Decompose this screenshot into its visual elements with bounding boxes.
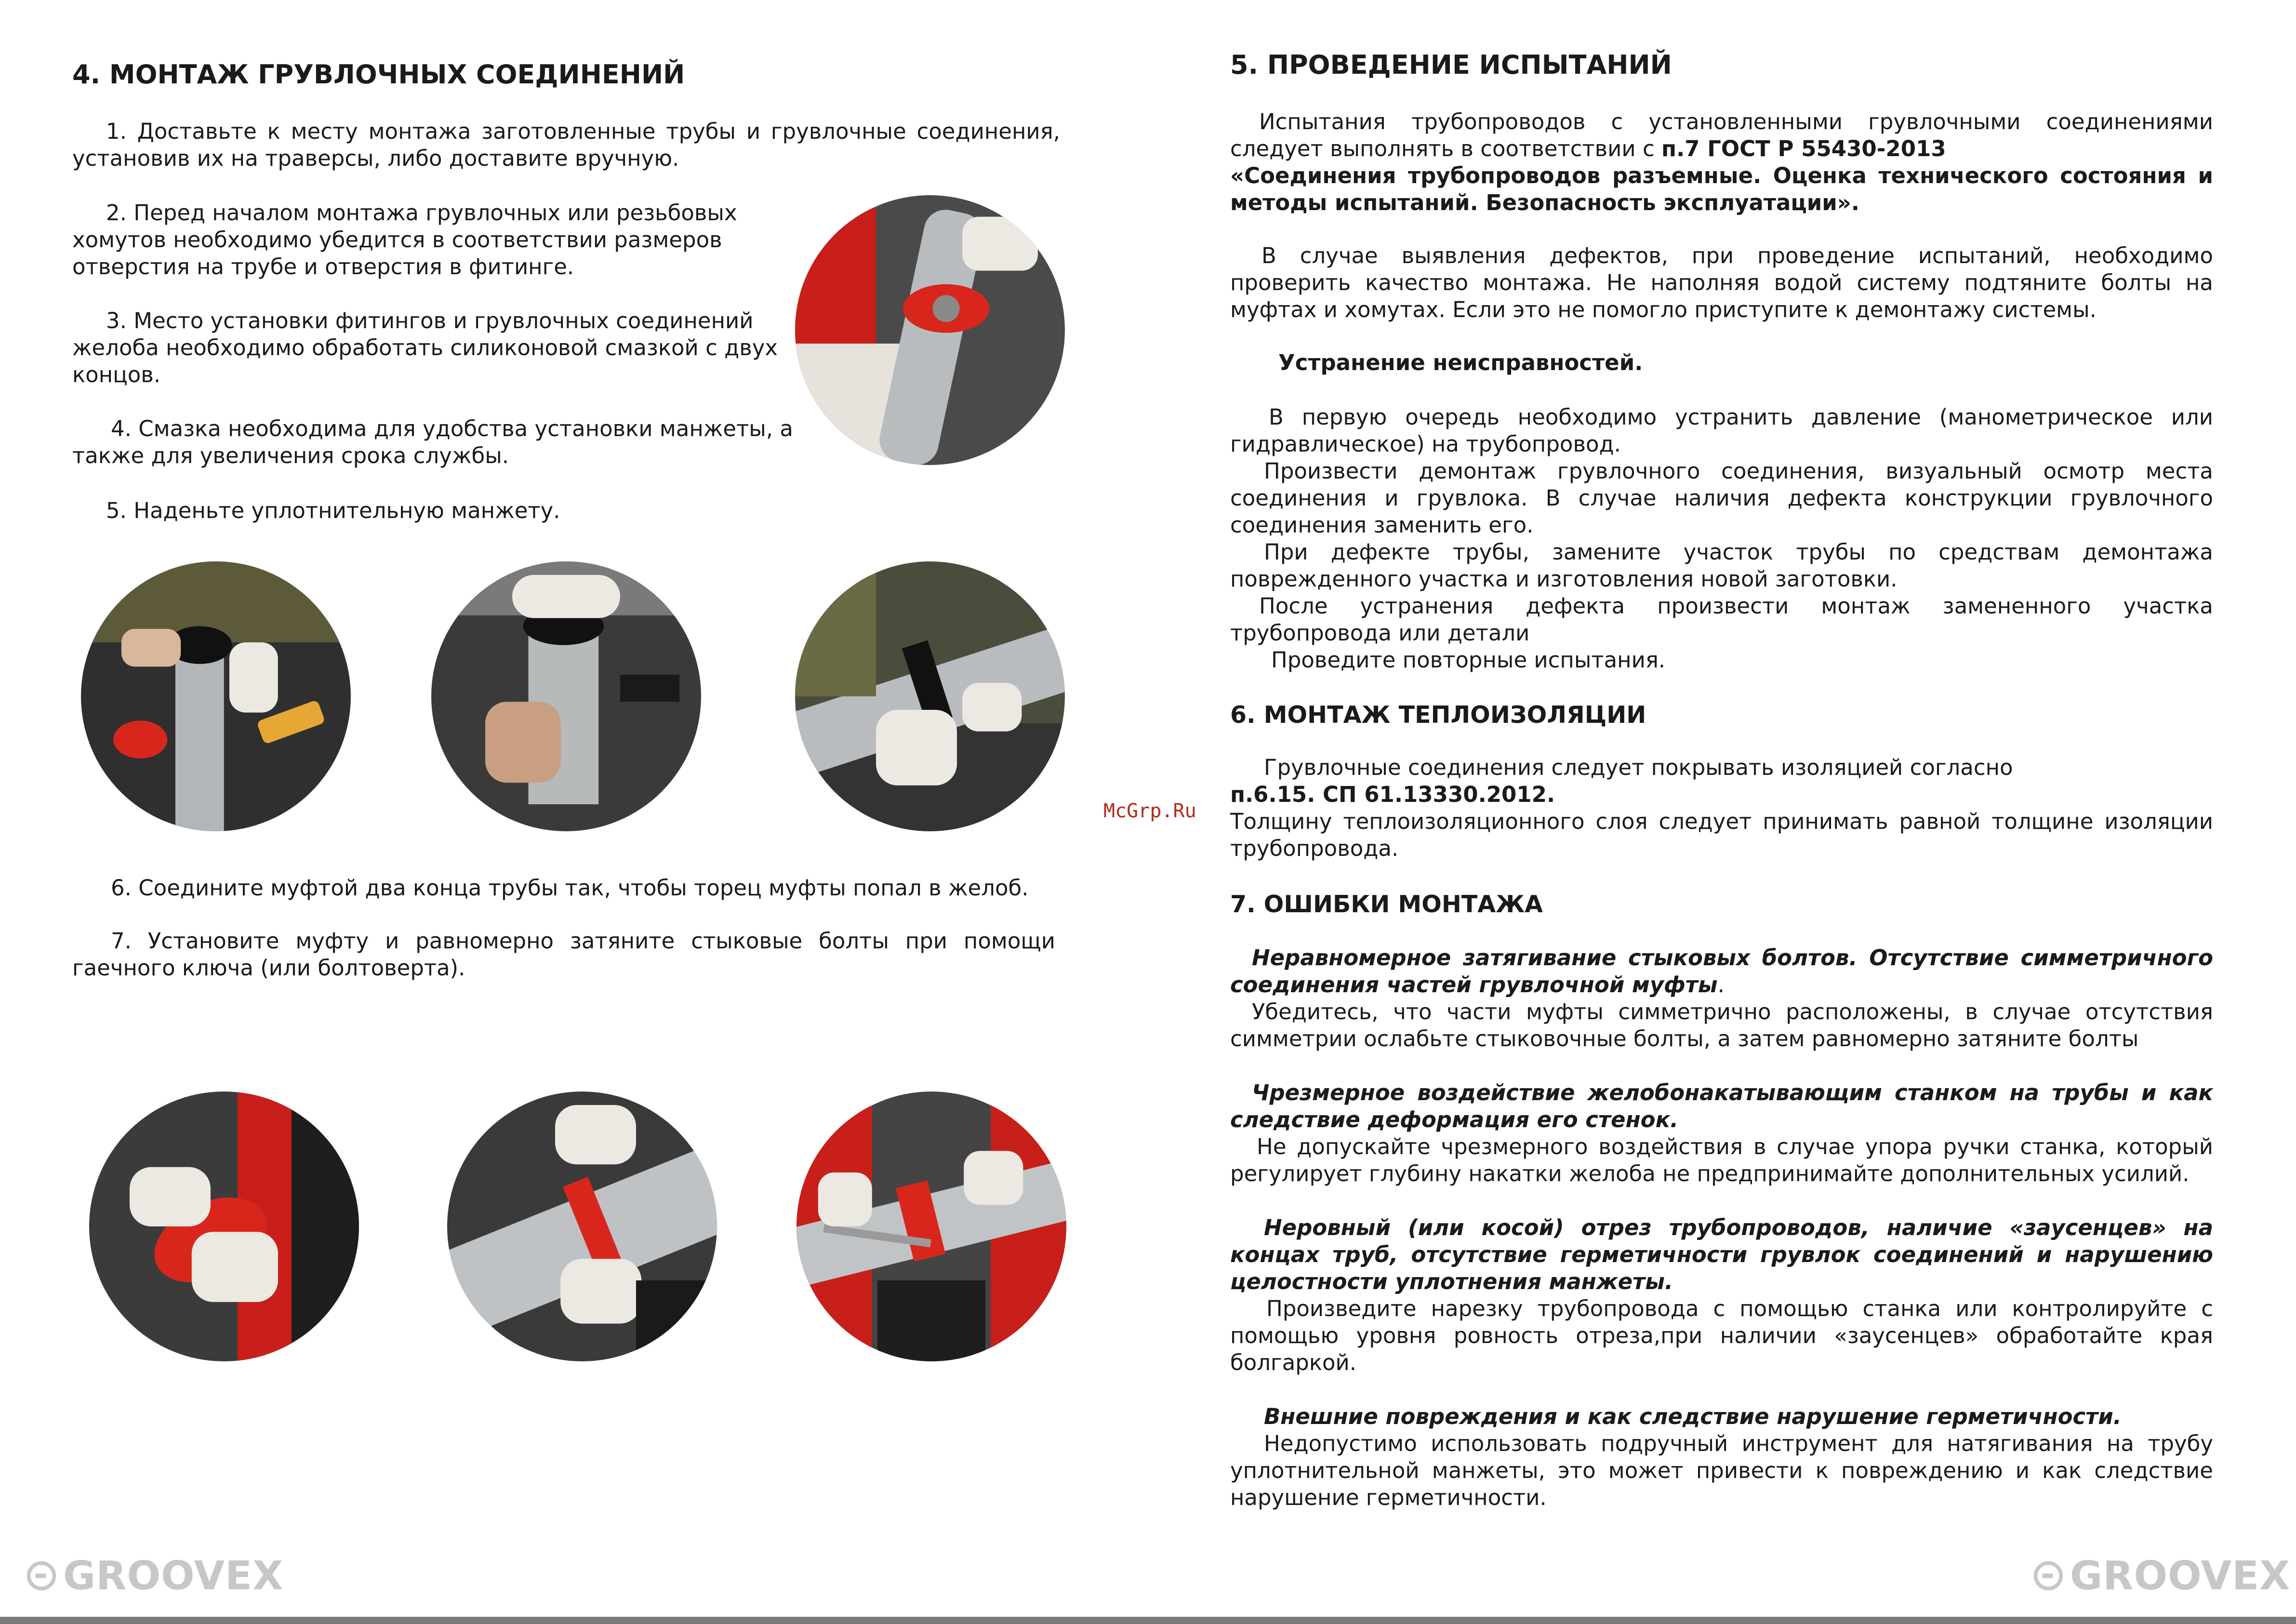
- error-2-title: Чрезмерное воздействие желобонакатывающим станком на трубы и как следствие деформация его стенок.: [1230, 1080, 2213, 1132]
- photo-gasket-on-pipe-end: [795, 561, 1065, 831]
- groovex-logo-right: [2033, 1554, 2290, 1597]
- error-2-text: Не допускайте чрезмерного воздействия в случае упора ручки станка, который регулирует глубину накатки желоба не предпринимайте дополнительных усилий.: [1230, 1134, 2213, 1186]
- error-1-dot: .: [1717, 972, 1725, 998]
- insulation-text: Грувлочные соединения следует покрывать изоляцией согласно: [1264, 755, 2013, 780]
- troubleshooting-step-1: В первую очередь необходимо устранить давление (манометрическое или гидравлическое) на трубопровод.: [1230, 404, 2213, 457]
- step-1: 1. Доставьте к месту монтажа заготовленные трубы и грувлочные соединения, установив их на траверсы, либо доставите вручную.: [72, 119, 1060, 171]
- groovex-logo-left: [27, 1554, 283, 1597]
- logo-text: GROOVEX: [63, 1553, 284, 1599]
- photo-coupling-on-pipe: [447, 1092, 717, 1361]
- intro-text: Испытания трубопроводов с установленными грувлочными соединениями следует выполнять в соответствии с: [1230, 109, 2213, 161]
- troubleshooting-step-4: После устранения дефекта произвести монтаж замененного участка трубопровода или детали: [1230, 593, 2213, 646]
- error-4-text: Недопустимо использовать подручный инструмент для натягивания на трубу уплотнительной манжеты, это может привести к повреждению и как следствие нарушение герметичности.: [1230, 1431, 2213, 1510]
- gost-reference: п.7 ГОСТ Р 55430-2013: [1661, 136, 1946, 161]
- photo-tighten-bolts: [796, 1092, 1066, 1361]
- error-3: [1230, 1214, 2213, 1376]
- error-1: [1230, 945, 2213, 1052]
- error-4-title: Внешние повреждения и как следствие нарушение герметичности.: [1264, 1404, 2122, 1429]
- step-5: 5. Наденьте уплотнительную манжету.: [106, 498, 560, 523]
- photo-coupling-in-hands: [89, 1092, 359, 1361]
- groovex-logo-icon: [27, 1561, 56, 1591]
- logo-text: GROOVEX: [2070, 1553, 2291, 1599]
- error-3-title: Неровный (или косой) отрез трубопроводов, наличие «заусенцев» на концах труб, отсутствие герметичности грувлок соединений и нарушению целостности уплотнения манжеты.: [1230, 1215, 2213, 1294]
- groovex-logo-icon: [2033, 1561, 2063, 1591]
- step-6: 6. Соедините муфтой два конца трубы так, чтобы торец муфты попал в желоб.: [111, 875, 1029, 901]
- section-5-intro: [1230, 108, 2213, 216]
- section-5-title: 5. ПРОВЕДЕНИЕ ИСПЫТАНИЙ: [1230, 50, 1672, 80]
- photo-lubricate-pipe: [81, 561, 351, 831]
- step-3: 3. Место установки фитингов и грувлочных соединений желоба необходимо обработать силиконовой смазкой с двух концов.: [72, 308, 778, 387]
- error-3-text: Произведите нарезку трубопровода с помощью станка или контролируйте с помощью уровня ровность отреза,при наличии «заусенцев» обработайте края болгаркой.: [1230, 1296, 2213, 1375]
- error-1-title: Неравномерное затягивание стыковых болтов. Отсутствие симметричного соединения частей грувлочной муфты: [1230, 945, 2213, 998]
- sp-reference: п.6.15. СП 61.13330.2012.: [1230, 782, 1555, 807]
- section-6-title: 6. МОНТАЖ ТЕПЛОИЗОЛЯЦИИ: [1230, 701, 1646, 729]
- troubleshooting-title: Устранение неисправностей.: [1278, 350, 1643, 375]
- step-7: 7. Установите муфту и равномерно затяните стыковые болты при помощи гаечного ключа (или болтоверта).: [72, 928, 1055, 981]
- standard-title: «Соединения трубопроводов разъемные. Оценка технического состояния и методы испытаний. Безопасность эксплуатации».: [1230, 163, 2213, 215]
- error-4: [1230, 1403, 2213, 1511]
- error-1-text: Убедитесь, что части муфты симметрично расположены, в случае отсутствия симметрии ослабьте стыковочные болты, а затем равномерно затяните болты: [1230, 999, 2213, 1052]
- section-4-title: 4. МОНТАЖ ГРУВЛОЧНЫХ СОЕДИНЕНИЙ: [72, 59, 685, 90]
- photo-fitting-on-pipe: [795, 195, 1065, 465]
- watermark: McGrp.Ru: [1103, 800, 1196, 822]
- troubleshooting-step-2: Произвести демонтаж грувлочного соединения, визуальный осмотр места соединения и грувлока. В случае наличия дефекта конструкции грувлочного соединения заменить его.: [1230, 458, 2213, 538]
- step-2: 2. Перед началом монтажа грувлочных или резьбовых хомутов необходимо убедится в соответствии размеров отверстия на трубе и отверстия в фитинге.: [72, 200, 737, 280]
- troubleshooting-step-3: При дефекте трубы, замените участок трубы по средствам демонтажа поврежденного участка и изготовления новой заготовки.: [1230, 539, 2213, 592]
- bottom-border: [0, 1617, 2296, 1624]
- section-6-text: [1230, 754, 2213, 862]
- error-2: [1230, 1079, 2213, 1187]
- insulation-thickness: Толщину теплоизоляционного слоя следует принимать равной толщине изоляции трубопровода.: [1230, 809, 2213, 861]
- photo-put-on-gasket: [431, 561, 701, 831]
- section-7-title: 7. ОШИБКИ МОНТАЖА: [1230, 891, 1543, 918]
- troubleshooting-step-5: Проведите повторные испытания.: [1271, 647, 1666, 673]
- section-5-defects: В случае выявления дефектов, при проведение испытаний, необходимо проверить качество монтажа. Не наполняя водой систему подтяните болты на муфтах и хомутах. Если это не помогло приступите к демонтажу системы.: [1230, 243, 2213, 322]
- step-4: 4. Смазка необходима для удобства установки манжеты, а также для увеличения срока службы.: [72, 416, 794, 468]
